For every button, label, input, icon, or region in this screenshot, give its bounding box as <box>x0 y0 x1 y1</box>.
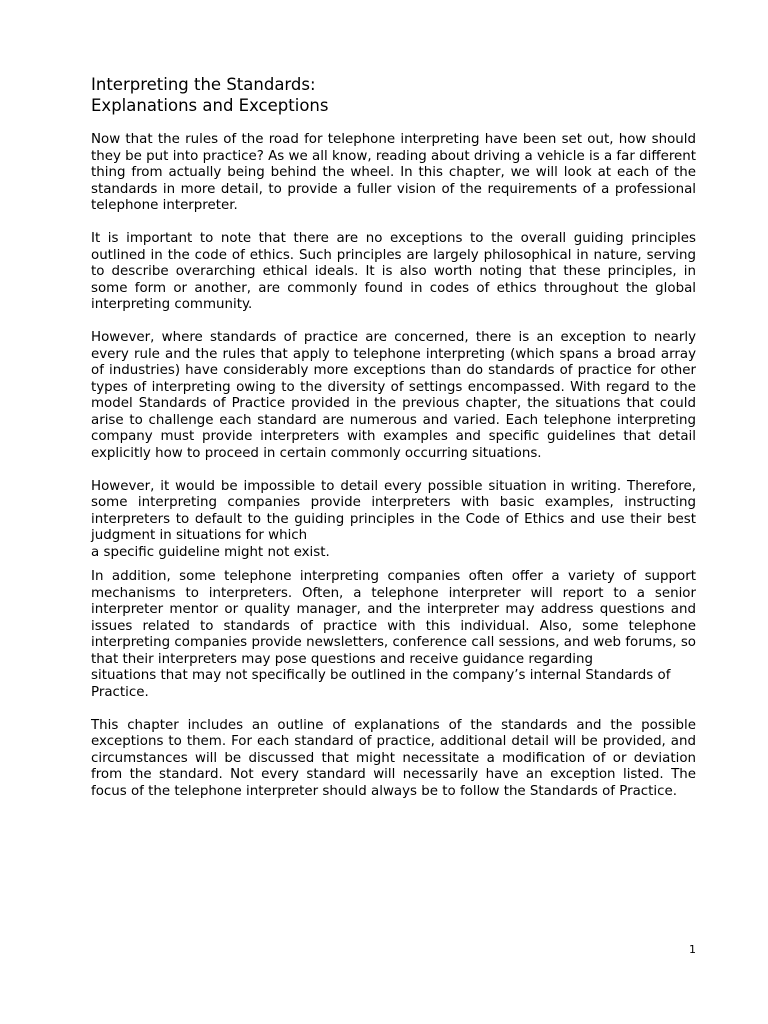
document-body <box>91 132 696 817</box>
paragraph-4-main: However, it would be impossible to detail every possible situation in writing. Therefore, some interpreting companies provide interpreters with basic examples, instructing interpreters to default to the guiding principles in the Code of Ethics and use their best judgment in situations for which <box>91 478 696 543</box>
paragraph-5-main: In addition, some telephone interpreting companies often offer a variety of support mechanisms to interpreters. Often, a telephone interpreter will report to a senior interpreter mentor or quality manager, and the interpreter may address questions and issues related to standards of practice with this individual. Also, some telephone interpreting companies provide newsletters, conference call sessions, and web forums, so that their interpreters may pose questions and receive guidance regarding <box>91 569 696 667</box>
paragraph-3: However, where standards of practice are concerned, there is an exception to nearly every rule and the rules that apply to telephone interpreting (which spans a broad array of industries) have considerably more exceptions than do standards of practice for other types of interpreting owing to the diversity of settings encompassed. With regard to the model Standards of Practice provided in the previous chapter, the situations that could arise to challenge each standard are numerous and varied. Each telephone interpreting company must provide interpreters with examples and specific guidelines that detail explicitly how to proceed in certain commonly occurring situations. <box>91 330 696 461</box>
chapter-title-line-2: Explanations and Exceptions <box>91 96 329 115</box>
page-number: 1 <box>689 943 696 956</box>
paragraph-1: Now that the rules of the road for telephone interpreting have been set out, how should they be put into practice? As we all know, reading about driving a vehicle is a far different thing from actually being behind the wheel. In this chapter, we will look at each of the standards in more detail, to provide a fuller vision of the requirements of a professional telephone interpreter. <box>91 132 696 213</box>
chapter-title <box>91 74 691 116</box>
paragraph-4 <box>91 479 696 562</box>
chapter-title-line-1: Interpreting the Standards: <box>91 75 316 94</box>
paragraph-4-tail: a specific guideline might not exist. <box>91 544 330 560</box>
paragraph-6: This chapter includes an outline of explanations of the standards and the possible exceptions to them. For each standard of practice, additional detail will be provided, and circumstances will be discussed that might necessitate a modification of or deviation from the standard. Not every standard will necessarily have an exception listed. The focus of the telephone interpreter should always be to follow the Standards of Practice. <box>91 717 696 799</box>
paragraph-5 <box>91 569 696 701</box>
paragraph-2: It is important to note that there are no exceptions to the overall guiding principles outlined in the code of ethics. Such principles are largely philosophical in nature, serving to describe overarching ethical ideals. It is also worth noting that these principles, in some form or another, are commonly found in codes of ethics throughout the global interpreting community. <box>91 231 696 312</box>
paragraph-5-tail: situations that may not specifically be outlined in the company’s internal Standards of Practice. <box>91 668 671 700</box>
